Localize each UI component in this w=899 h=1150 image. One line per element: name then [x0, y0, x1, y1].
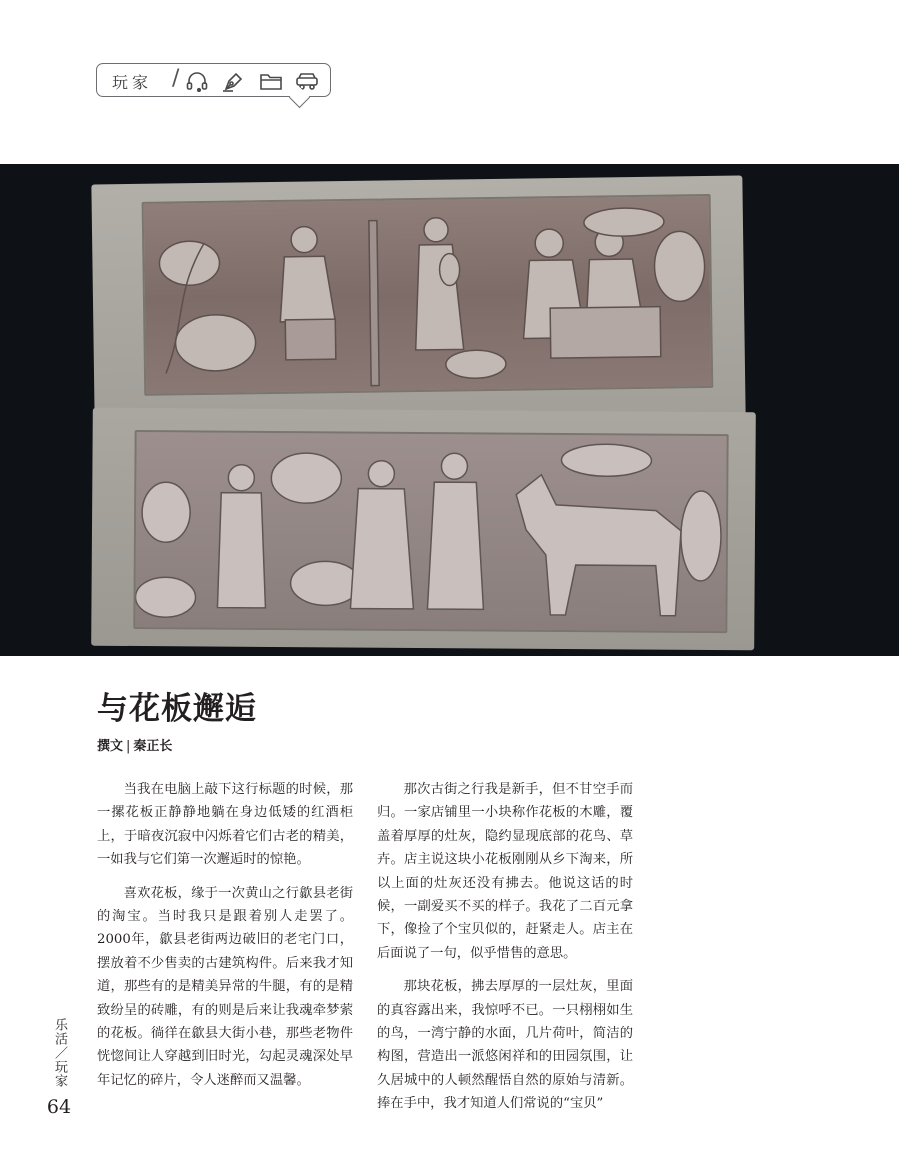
paragraph: 喜欢花板，缘于一次黄山之行歙县老街的淘宝。当时我只是跟着别人走罢了。2000年，歙县老街两边破旧的老宅门口，摆放着不少售卖的古建筑构件。后来我才知道，那些有的是精美异常的牛腿，有的是精致纷呈的砖雕，有的则是后来让我魂牵梦萦的花板。徜徉在歙县大街小巷，那些老物件恍惚间让人穿越到旧时光，勾起灵魂深处早年记忆的碎片，令人迷醉而又温馨。	[97, 885, 353, 1088]
carved-panel-top	[91, 175, 745, 424]
section-label: 玩家	[112, 73, 153, 92]
paragraph: 当我在电脑上敲下这行标题的时候，那一摞花板正静静地躺在身边低矮的红酒柜上，于暗夜沉寂中闪烁着它们古老的精美，一如我与它们第一次邂逅时的惊艳。	[97, 782, 353, 868]
section-tab	[96, 63, 331, 97]
headphones-icon	[185, 70, 209, 92]
byline-role: 撰文	[97, 739, 124, 754]
relief-scene-top	[142, 194, 714, 396]
relief-scene-bottom	[133, 430, 728, 633]
pen-nib-icon	[221, 70, 245, 92]
byline-author: 秦正长	[133, 739, 173, 754]
folio-section: 乐活／玩家	[52, 1018, 67, 1088]
paragraph: 那次古街之行我是新手，但不甘空手而归。一家店铺里一小块称作花板的木雕，覆盖着厚厚的灶灰，隐约显现底部的花鸟、草卉。店主说这块小花板刚刚从乡下淘来，所以上面的灶灰还没有拂去。他说这话的时候，一副爱买不买的样子。我花了二百元拿下，像捡了个宝贝似的，赶紧走人。店主在后面说了一句，似乎惜售的意思。	[377, 782, 633, 961]
folio	[44, 1018, 74, 1118]
carved-panels-photo	[0, 164, 899, 656]
folder-icon	[259, 70, 283, 92]
article-title: 与花板邂逅	[97, 691, 257, 727]
paragraph: 那块花板，拂去厚厚的一层灶灰，里面的真容露出来，我惊呼不已。一只栩栩如生的鸟，一湾宁静的水面，几片荷叶，简洁的构图，营造出一派悠闲祥和的田园氛围，让久居城中的人顿然醒悟自然的原始与清新。捧在手中，我才知道人们常说的“宝贝”	[377, 979, 633, 1112]
text-column-right	[377, 778, 633, 1126]
car-icon	[295, 70, 319, 92]
carved-panel-bottom	[91, 408, 756, 651]
byline	[97, 735, 172, 754]
page-number: 64	[46, 1096, 72, 1118]
byline-separator: |	[126, 739, 131, 754]
text-column-left	[97, 778, 353, 1102]
divider-slash: /	[172, 66, 180, 91]
